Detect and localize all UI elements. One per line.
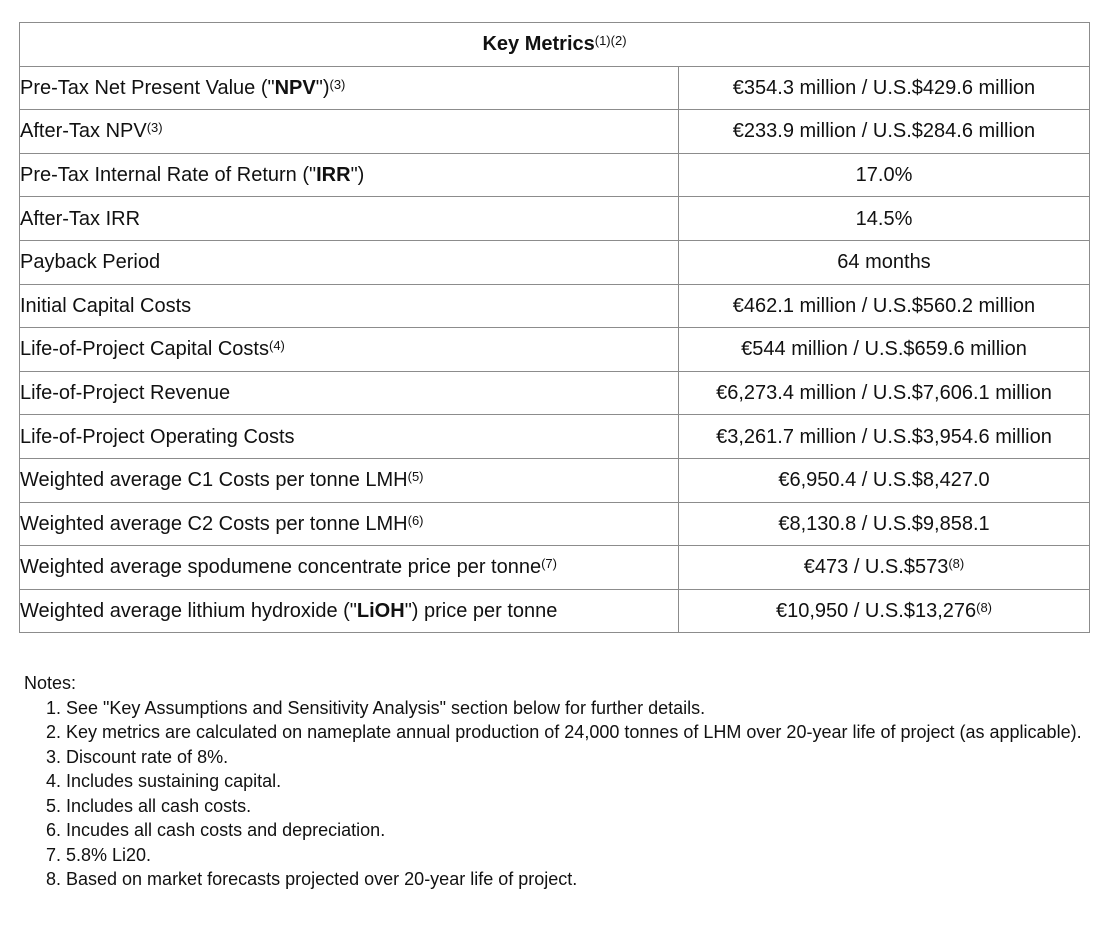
metric-value [679,240,1090,284]
metric-value [679,66,1090,110]
metric-label [20,328,679,372]
note-item: 4. Includes sustaining capital. [66,769,1097,794]
table-row [20,546,1090,590]
metric-label [20,197,679,241]
metric-value-text: €10,950 / U.S.$13,276 [775,600,977,623]
note-item: 8. Based on market forecasts projected over 20-year life of project. [66,867,1097,892]
metric-label-text: Pre-Tax Internal Rate of Return (" [20,164,317,187]
metric-label-footnote: (3) [329,76,346,92]
metric-label-text: Weighted average C2 Costs per tonne LMH [20,512,408,535]
metric-label-text: Life-of-Project Operating Costs [20,425,295,448]
table-title-text: Key Metrics [482,33,595,56]
table-row [20,240,1090,284]
note-item: 5. Includes all cash costs. [66,794,1097,819]
metric-label-suffix: ") [350,164,365,187]
metric-label [20,458,679,502]
table-row [20,66,1090,110]
metric-value [679,589,1090,633]
metric-value-text: 64 months [837,251,931,274]
notes-section [24,671,1097,892]
metric-label-suffix: ") [315,76,330,99]
table-title-footnote: (1)(2) [594,33,627,49]
metric-value [679,197,1090,241]
table-row [20,328,1090,372]
notes-heading: Notes: [24,673,77,693]
table-title [20,23,1090,67]
metric-value-text: 14.5% [855,207,913,230]
metric-value [679,284,1090,328]
metric-value-text: €354.3 million / U.S.$429.6 million [732,76,1036,99]
note-item: 2. Key metrics are calculated on nameplate annual production of 24,000 tonnes of LHM over 20-year life of project (as applicable). [66,720,1097,745]
metric-label-footnote: (4) [268,338,285,354]
metric-value [679,458,1090,502]
metric-value [679,546,1090,590]
notes-list [24,696,1097,892]
metric-label [20,546,679,590]
key-metrics-table [19,22,1090,633]
note-item: 6. Incudes all cash costs and depreciation. [66,818,1097,843]
metric-value [679,110,1090,154]
metric-value-text: €6,950.4 / U.S.$8,427.0 [778,469,990,492]
metric-value-text: €6,273.4 million / U.S.$7,606.1 million [716,382,1052,405]
metric-label [20,589,679,633]
note-item: 7. 5.8% Li20. [66,843,1097,868]
metric-label-footnote: (6) [407,512,424,528]
metric-value [679,371,1090,415]
metric-label-abbreviation: LiOH [356,600,405,623]
table-row [20,153,1090,197]
metric-label-footnote: (5) [407,469,424,485]
metric-value [679,415,1090,459]
table-row [20,284,1090,328]
metric-value-text: €233.9 million / U.S.$284.6 million [732,120,1036,143]
metric-label-text: Life-of-Project Revenue [20,382,231,405]
table-row [20,110,1090,154]
metric-value-text: €544 million / U.S.$659.6 million [741,338,1027,361]
metric-value [679,328,1090,372]
note-item: 3. Discount rate of 8%. [66,745,1097,770]
metric-label-text: Life-of-Project Capital Costs [20,338,269,361]
metric-label-text: Initial Capital Costs [20,294,192,317]
metric-label [20,66,679,110]
metric-value-text: €462.1 million / U.S.$560.2 million [732,294,1036,317]
metric-label [20,110,679,154]
table-row [20,415,1090,459]
metric-label-abbreviation: NPV [274,76,316,99]
metric-value-text: €473 / U.S.$573 [803,556,949,579]
metric-label-text: Pre-Tax Net Present Value (" [20,76,275,99]
metric-label-text: After-Tax IRR [20,207,141,230]
table-row [20,197,1090,241]
metric-label [20,240,679,284]
metric-label-text: Weighted average C1 Costs per tonne LMH [20,469,408,492]
metric-value-footnote: (8) [948,556,965,572]
table-row [20,371,1090,415]
table-row [20,458,1090,502]
metric-label [20,371,679,415]
metric-label-abbreviation: IRR [316,164,351,187]
metric-value-text: 17.0% [855,164,913,187]
metric-label [20,153,679,197]
note-item: 1. See "Key Assumptions and Sensitivity Analysis" section below for further details. [66,696,1097,721]
metric-value [679,502,1090,546]
metric-label-footnote: (3) [146,120,163,136]
metric-label-footnote: (7) [541,556,557,572]
metric-value-footnote: (8) [976,600,993,616]
metric-label [20,415,679,459]
table-header-row [20,23,1090,67]
metric-label [20,284,679,328]
metric-label [20,502,679,546]
metric-label-text: Weighted average spodumene concentrate price per tonne [20,556,542,579]
metric-label-text: Weighted average lithium hydroxide (" [20,600,357,623]
metric-value [679,153,1090,197]
metric-value-text: €3,261.7 million / U.S.$3,954.6 million [716,425,1052,448]
metric-label-text: Payback Period [20,251,161,274]
metric-label-text: After-Tax NPV [20,120,147,143]
metric-label-suffix: ") price per tonne [404,600,558,623]
table-row [20,502,1090,546]
table-row [20,589,1090,633]
metric-value-text: €8,130.8 / U.S.$9,858.1 [778,512,990,535]
